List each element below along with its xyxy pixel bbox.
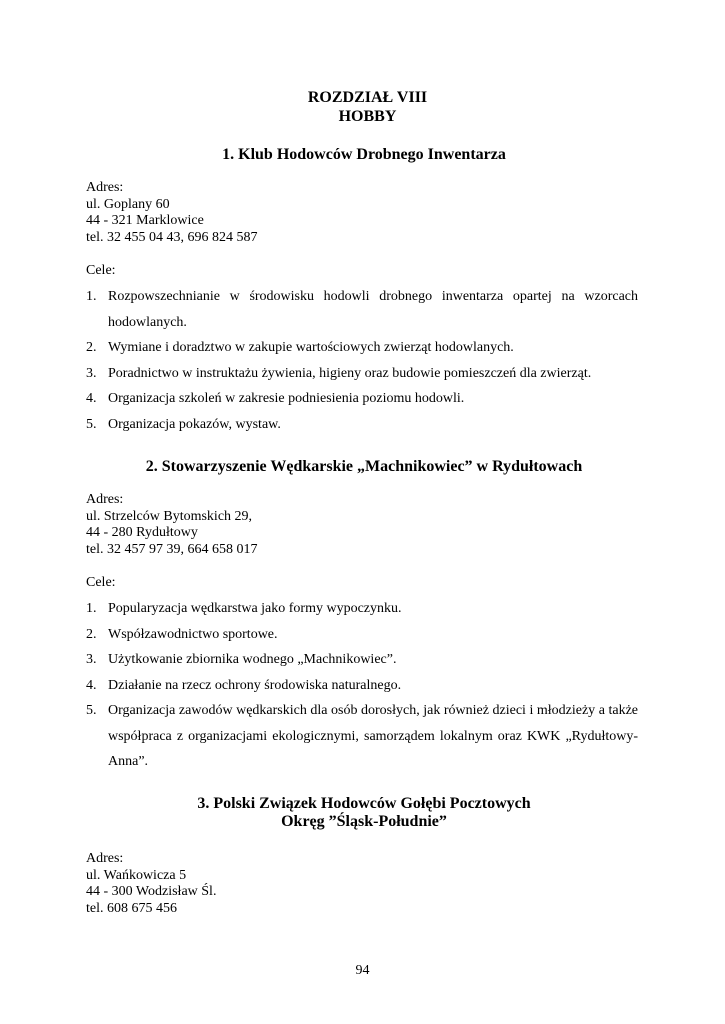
address-phone: tel. 32 455 04 43, 696 824 587 [86,229,258,245]
section-3-address [86,851,216,917]
list-item [86,622,638,648]
list-number: 1. [86,601,97,616]
section-2-goals-label: Cele: [86,575,116,590]
list-number: 4. [86,677,97,693]
address-label: Adres: [86,492,124,507]
list-item [86,284,638,335]
list-text: Współzawodnictwo sportowe. [108,626,278,642]
section-1-address [86,180,258,246]
list-item [86,647,638,673]
list-number: 2. [86,626,97,642]
list-text: Organizacja zawodów wędkarskich dla osób dorosłych, jak również dzieci i młodzieży a także współpraca z organizacjami ekologicznymi, samorządem lokalnym oraz KWK „Rydułtowy-Anna”. [108,703,638,769]
address-label: Adres: [86,851,124,866]
list-item [86,673,638,699]
list-number: 3. [86,652,97,667]
list-number: 3. [86,365,97,381]
chapter-subtitle: HOBBY [338,108,397,125]
address-street: ul. Goplany 60 [86,196,170,212]
section-1-title: 1. Klub Hodowców Drobnego Inwentarza [222,146,506,163]
section-2-address [86,492,258,558]
list-text: Działanie na rzecz ochrony środowiska naturalnego. [108,677,402,693]
address-phone: tel. 608 675 456 [86,900,177,916]
list-number: 5. [86,703,97,718]
address-street: ul. Wańkowicza 5 [86,867,187,883]
list-item [86,361,638,387]
address-city: 44 - 300 Wodzisław Śl. [86,884,217,899]
list-text: Użytkowanie zbiornika wodnego „Machnikowiec”. [108,652,397,667]
chapter-heading [0,88,725,126]
list-item [86,596,638,622]
list-item [86,412,638,438]
list-item [86,335,638,361]
list-text: Rozpowszechnianie w środowisku hodowli drobnego inwentarza opartej na wzorcach hodowlanych. [108,289,638,330]
list-item [86,698,638,775]
address-city: 44 - 321 Marklowice [86,213,204,228]
section-1-goals-label: Cele: [86,263,116,278]
list-number: 2. [86,340,97,355]
section-2-title: 2. Stowarzyszenie Wędkarskie „Machnikowiec” w Rydułtowach [145,458,583,475]
list-text: Wymiane i doradztwo w zakupie wartościowych zwierząt hodowlanych. [108,340,514,355]
page-number: 94 [355,963,370,978]
address-street: ul. Strzelców Bytomskich 29, [86,508,253,524]
address-city: 44 - 280 Rydułtowy [86,525,198,540]
list-text: Poradnictwo w instruktażu żywienia, higieny oraz budowie pomieszczeń dla zwierząt. [108,365,592,381]
chapter-title: ROZDZIAŁ VIII [307,89,428,106]
list-text: Organizacja szkoleń w zakresie podniesienia poziomu hodowli. [108,391,465,406]
address-label: Adres: [86,180,124,195]
list-number: 5. [86,416,97,432]
address-phone: tel. 32 457 97 39, 664 658 017 [86,541,258,557]
section-3-title-line-2: Okręg ”Śląsk-Południe” [281,813,447,830]
list-number: 4. [86,391,97,406]
section-2-goals-list [86,596,638,775]
section-3-title-line-1: 3. Polski Związek Hodowców Gołębi Pocztowych [197,795,531,812]
list-text: Popularyzacja wędkarstwa jako formy wypoczynku. [108,601,402,616]
section-1-goals-list [86,284,638,437]
section-3-title [86,795,642,831]
list-number: 1. [86,289,97,304]
list-text: Organizacja pokazów, wystaw. [108,416,281,432]
list-item [86,386,638,412]
